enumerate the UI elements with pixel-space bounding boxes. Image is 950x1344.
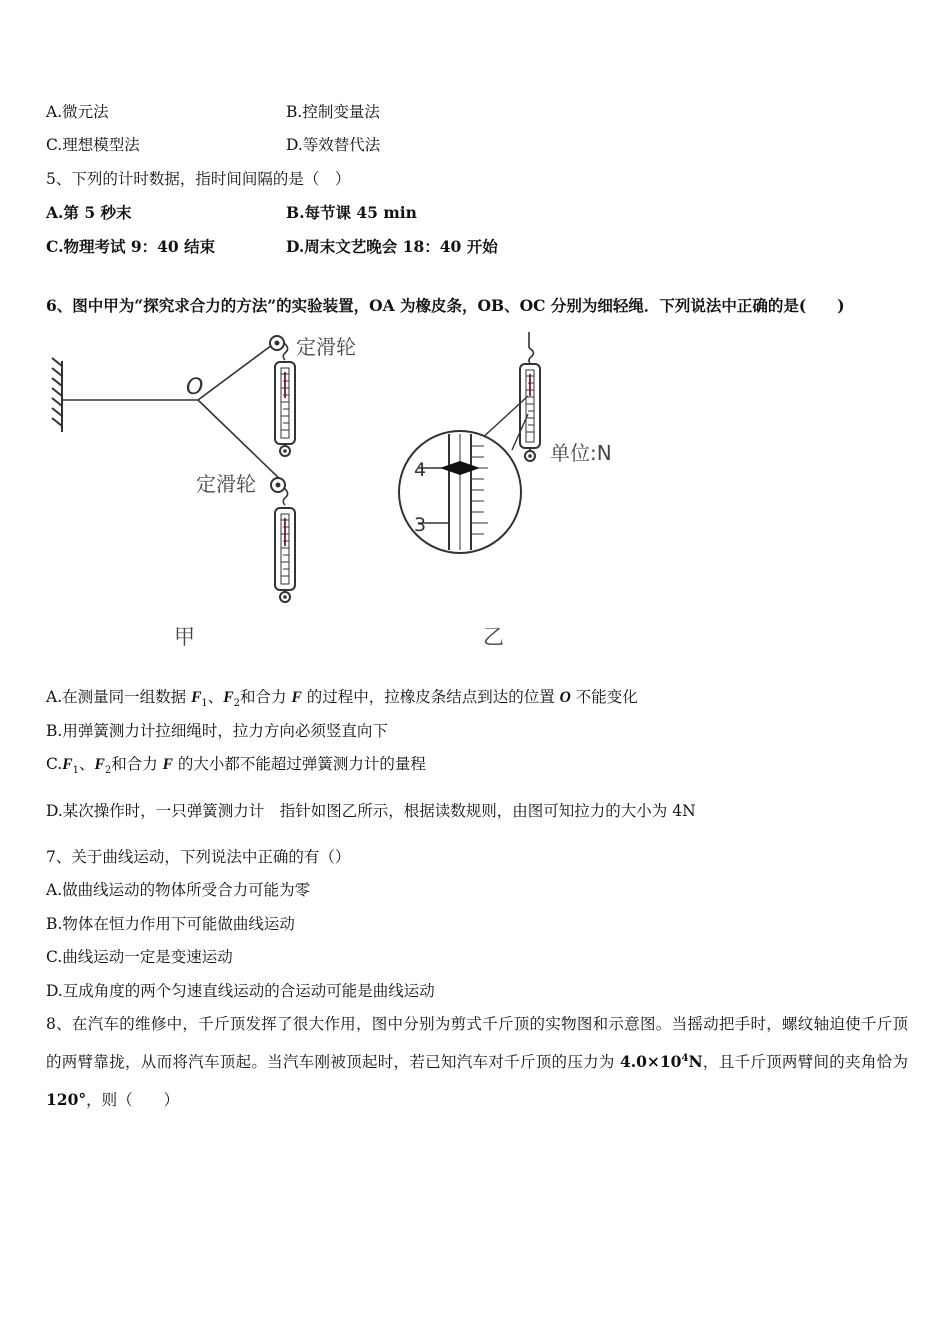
- q6-stem: 6、图中甲为“探究求合力的方法”的实验装置，OA 为橡皮条，OB、OC 分别为细轻绳．下列说法中正确的是( ): [46, 296, 845, 315]
- q6-option-b: B.用弹簧测力计拉细绳时，拉力方向必须竖直向下: [46, 722, 388, 740]
- q4-option-row-1: [46, 102, 380, 122]
- spring-scale-bottom: [275, 488, 295, 602]
- q4-option-row-2: [46, 135, 381, 155]
- caption-yi: 乙: [483, 625, 504, 649]
- q7-option-a: A.做曲线运动的物体所受合力可能为零: [46, 881, 311, 899]
- spring-scale-yi: [520, 332, 540, 461]
- q5-option-row-2: [46, 237, 498, 257]
- q4-option-b: B.控制变量法: [286, 103, 380, 121]
- q6-option-c: $C.F_1$、$F_2$和合力 F 的大小都不能超过弹簧测力计的量程: [46, 755, 426, 777]
- rope-ob: [198, 342, 276, 400]
- q5-option-row-1: [46, 203, 417, 223]
- unit-label: 单位:N: [550, 441, 612, 465]
- q4-option-a: A.微元法: [46, 103, 109, 121]
- spring-scale-top: [275, 343, 295, 456]
- q4-option-d: D.等效替代法: [286, 136, 381, 154]
- scale-tick-4: 4: [414, 459, 427, 481]
- wall: [52, 358, 62, 432]
- q7-option-d: D.互成角度的两个匀速直线运动的合运动可能是曲线运动: [46, 982, 435, 1000]
- q5-option-b: B.每节课 45 min: [286, 203, 417, 222]
- q6-figure: [40, 328, 640, 658]
- q7-option-c: C.曲线运动一定是变速运动: [46, 948, 233, 966]
- caption-jia: 甲: [174, 625, 195, 649]
- point-o-label: O: [186, 375, 204, 400]
- pulley-bottom: [271, 478, 285, 492]
- pulley-top: [270, 336, 284, 350]
- scale-tick-3: 3: [414, 514, 427, 536]
- q5-stem: 5、下列的计时数据，指时间间隔的是（ ）: [46, 170, 351, 188]
- q7-stem: 7、关于曲线运动，下列说法中正确的有（）: [46, 848, 351, 866]
- q5-option-a: A.第 5 秒末: [46, 203, 132, 222]
- q6-option-a: A.在测量同一组数据 $F_1$、$F_2$和合力 F 的过程中，拉橡皮条结点到达的位置 O 不能变化: [46, 688, 638, 710]
- q5-option-c: C.物理考试 9：40 结束: [46, 237, 216, 256]
- q7-option-b: B.物体在恒力作用下可能做曲线运动: [46, 915, 295, 933]
- q8-stem: 8、在汽车的维修中，千斤顶发挥了很大作用，图中分别为剪式千斤顶的实物图和示意图。当摇动把手时，螺纹轴迫使千斤顶的两臂靠拢，从而将汽车顶起。当汽车刚被顶起时，若已知汽车对千斤顶的压力为 $4.0\times 10^4N$，且千斤顶两臂间的夹角恰为 120°，则（ ）: [46, 1015, 908, 1109]
- magnified-scale-view: [399, 396, 528, 553]
- q6-option-d: D.某次操作时，一只弹簧测力计 指针如图乙所示，根据读数规则，由图可知拉力的大小为 4N: [46, 802, 696, 820]
- pulley-top-label: 定滑轮: [296, 335, 356, 359]
- q5-option-d: D.周末文艺晚会 18：40 开始: [286, 237, 498, 256]
- pulley-bottom-label: 定滑轮: [196, 472, 256, 496]
- q4-option-c: C.理想模型法: [46, 136, 140, 154]
